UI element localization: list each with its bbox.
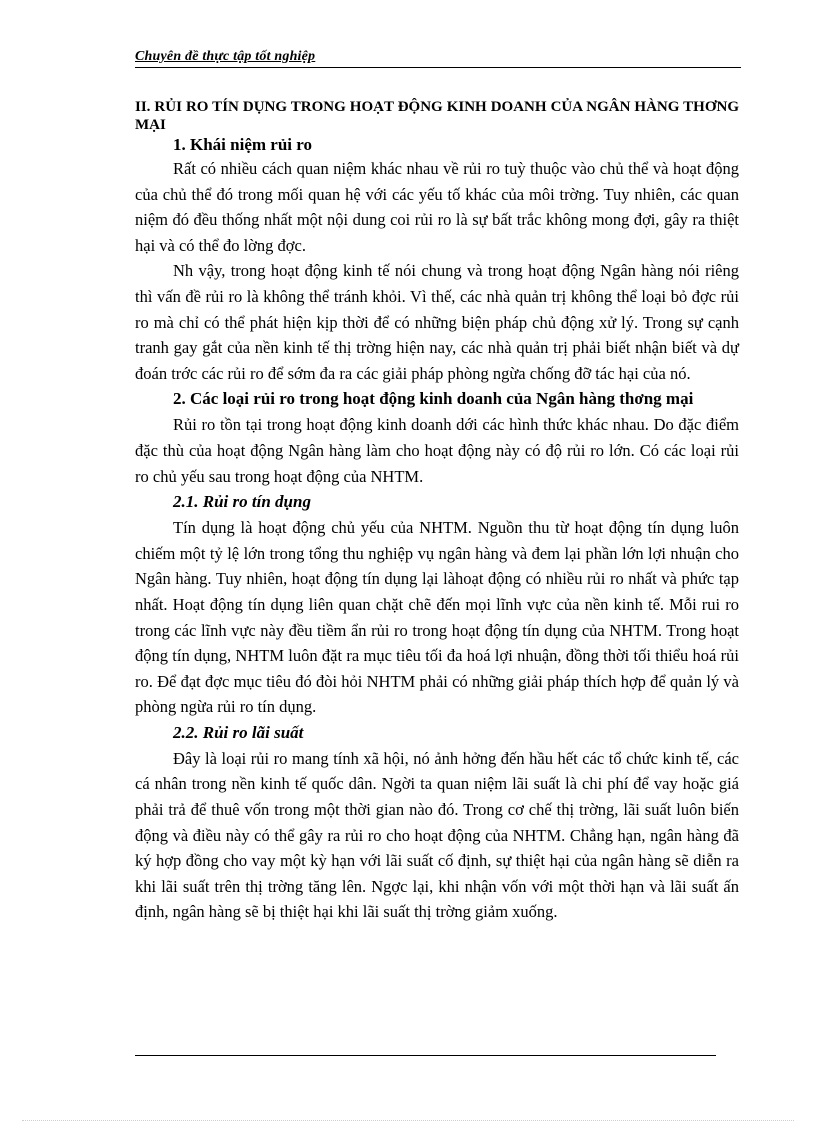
heading-rui-ro-lai-suat: 2.2. Rủi ro lãi suất <box>173 722 304 742</box>
paragraph: Nh vậy, trong hoạt động kinh tế nói chung và trong hoạt động Ngân hàng nói riêng thì vấn đề rủi ro là không thể tránh khỏi. Vì thế, các nhà quản trị không thể loại bỏ đợc rủi ro mà chỉ có thể phát hiện kịp thời để có những biện pháp chủ động xử lý. Trong sự cạnh tranh gay gắt của nền kinh tế thị trờng hiện nay, các nhà quản trị phải biết nhận biết và dự đoán trớc các rủi ro để sớm đa ra các giải pháp phòng ngừa chống đỡ tác hại của nó. <box>135 261 739 383</box>
page-bottom-divider <box>22 1120 794 1121</box>
running-header-title: Chuyên đề thực tập tốt nghiệp <box>135 49 316 64</box>
heading-cac-loai-rui-ro: 2. Các loại rủi ro trong hoạt động kinh doanh của Ngân hàng thơng mại <box>173 389 694 409</box>
heading-khai-niem-rui-ro: 1. Khái niệm rủi ro <box>173 135 312 154</box>
section-title: II. RỦI RO TÍN DỤNG TRONG HOẠT ĐỘNG KINH DOANH CỦA NGÂN HÀNG THƠNG MẠI <box>135 99 739 133</box>
paragraph: Đây là loại rủi ro mang tính xã hội, nó ảnh hởng đến hầu hết các tổ chức kinh tế, các cá nhân trong nền kinh tế quốc dân. Ngời ta quan niệm lãi suất là chi phí để vay hoặc giá phải trả để thuê vốn trong một thời gian nào đó. Trong cơ chế thị trờng, lãi suất luôn biến động và điều này có thể gây ra rủi ro cho hoạt động của NHTM. Chẳng hạn, ngân hàng đã ký hợp đồng cho vay một kỳ hạn với lãi suất cố định, sự thiệt hại của ngân hàng sẽ diễn ra khi lãi suất trên thị trờng tăng lên. Ngợc lại, khi nhận vốn với một thời hạn và lãi suất ấn định, ngân hàng sẽ bị thiệt hại khi lãi suất thị trờng giảm xuống. <box>135 748 739 922</box>
paragraph: Rất có nhiều cách quan niệm khác nhau về rủi ro tuỳ thuộc vào chủ thể và hoạt động của chủ thể đó trong mối quan hệ với các yếu tố khác của môi trờng. Tuy nhiên, các quan niệm đó đều thống nhất một nội dung coi rủi ro là sự bất trắc không mong đợi, gây ra thiệt hại và có thể đo lờng đợc. <box>135 159 739 255</box>
heading-rui-ro-tin-dung: 2.1. Rủi ro tín dụng <box>173 492 311 512</box>
footer-rule <box>135 1055 716 1056</box>
paragraph: Tín dụng là hoạt động chủ yếu của NHTM. Nguồn thu từ hoạt động tín dụng luôn chiếm một tỷ lệ lớn trong tổng thu nghiệp vụ ngân hàng và đem lại phần lớn lợi nhuận cho Ngân hàng. Tuy nhiên, hoạt động tín dụng lại làhoạt động có nhiều rủi ro nhất và phức tạp nhất. Hoạt động tín dụng liên quan chặt chẽ đến mọi lĩnh vực của nền kinh tế. Mỗi rui ro trong các lĩnh vực này đều tiềm ẩn rủi ro trong hoạt động tín dụng của NHTM. Trong hoạt động tín dụng, NHTM luôn đặt ra mục tiêu tối đa hoá lợi nhuận, đồng thời tối thiểu hoá rủi ro. Để đạt đợc mục tiêu đó đòi hỏi NHTM phải có những giải pháp thích hợp để quản lý và phòng ngừa rủi ro tín dụng. <box>135 518 739 717</box>
running-header <box>135 47 741 68</box>
paragraph: Rủi ro tồn tại trong hoạt động kinh doanh dới các hình thức khác nhau. Do đặc điểm đặc thù của hoạt động Ngân hàng làm cho hoạt động này có độ rủi ro lớn. Có các loại rủi ro chủ yếu sau trong hoạt động của NHTM. <box>135 415 739 486</box>
document-body <box>135 98 739 925</box>
